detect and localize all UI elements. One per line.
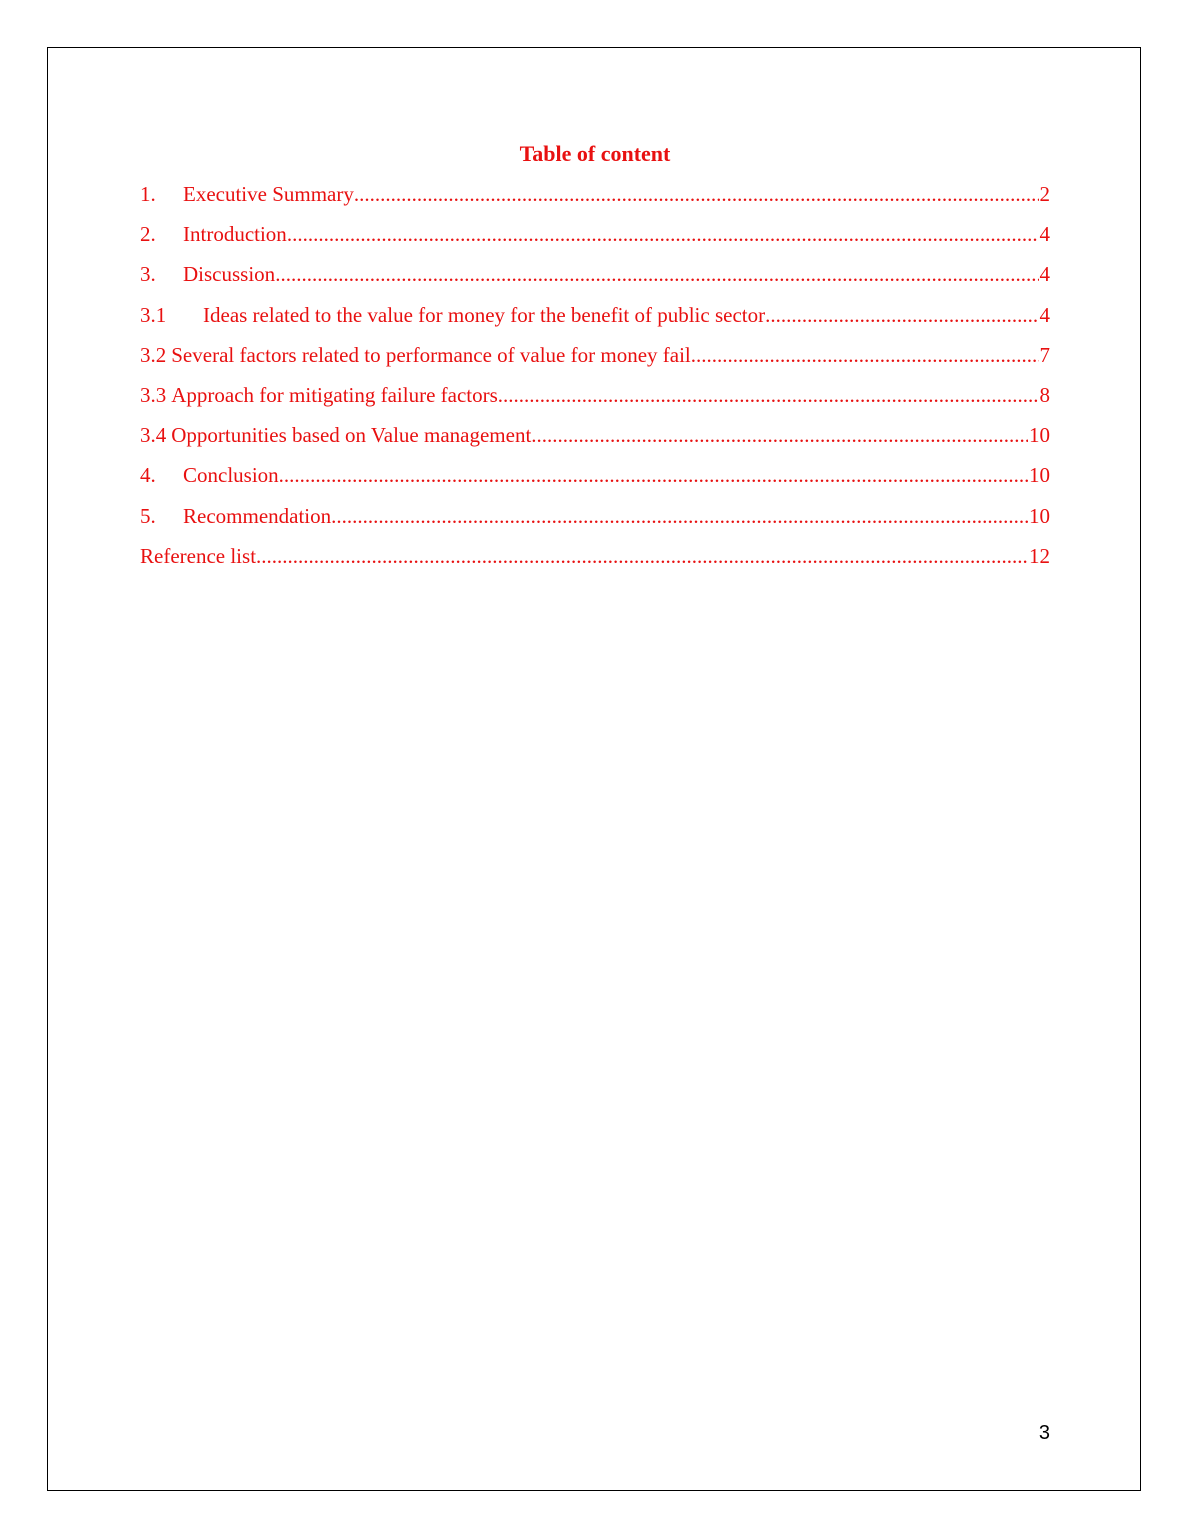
dot-leader	[531, 421, 1028, 449]
dot-leader	[275, 260, 1038, 288]
toc-entry-number: 3.3	[140, 382, 167, 407]
toc-entry-title: Executive Summary	[183, 182, 354, 206]
toc-entry-number: 3.	[140, 262, 156, 287]
toc-entry-number: 4.	[140, 463, 156, 488]
dot-leader	[279, 461, 1028, 489]
toc-entry-reference-list[interactable]	[140, 542, 1050, 582]
toc-entry-number: 5.	[140, 503, 156, 528]
toc-entry-failure-factors[interactable]	[140, 341, 1050, 381]
toc-entry-number: 1.	[140, 182, 156, 206]
toc-entry-page: 10	[1029, 463, 1050, 488]
toc-entry-mitigation-approach[interactable]	[140, 381, 1050, 421]
toc-entry-number: 3.1	[140, 302, 167, 327]
toc-entry-ideas-value-for-money[interactable]	[140, 301, 1050, 341]
toc-title: Table of content	[519, 141, 671, 166]
toc-entry-value-management[interactable]	[140, 421, 1050, 461]
dot-leader	[354, 180, 1039, 208]
toc-entry-number: 3.4	[140, 423, 167, 448]
table-of-contents	[140, 180, 1050, 582]
toc-entry-number: 3.2	[140, 342, 167, 367]
toc-entry-title: Conclusion	[183, 463, 279, 488]
toc-entry-number: 2.	[140, 222, 156, 247]
toc-entry-title: Introduction	[183, 222, 287, 247]
toc-entry-page: 10	[1029, 423, 1050, 448]
toc-entry-executive-summary[interactable]	[140, 180, 1050, 220]
toc-entry-page: 12	[1029, 543, 1050, 568]
dot-leader	[691, 341, 1039, 369]
toc-entry-page: 4	[1039, 222, 1050, 247]
toc-entry-page: 7	[1039, 342, 1050, 367]
toc-entry-conclusion[interactable]	[140, 461, 1050, 501]
dot-leader	[498, 381, 1039, 409]
toc-entry-page: 4	[1039, 302, 1050, 327]
toc-entry-discussion[interactable]	[140, 260, 1050, 300]
dot-leader	[765, 301, 1038, 329]
page-number: 3	[1038, 1422, 1050, 1444]
toc-entry-title: Several factors related to performance of value for money fail	[171, 342, 691, 367]
toc-entry-page: 2	[1039, 182, 1050, 206]
dot-leader	[256, 542, 1028, 570]
toc-entry-page: 4	[1039, 262, 1050, 287]
dot-leader	[287, 220, 1039, 248]
toc-entry-title: Reference list	[140, 543, 257, 568]
toc-entry-title: Discussion	[183, 262, 276, 287]
toc-entry-title: Ideas related to the value for money for the benefit of public sector	[203, 302, 766, 327]
toc-entry-page: 10	[1029, 503, 1050, 528]
toc-entry-title: Recommendation	[183, 503, 332, 528]
toc-entry-introduction[interactable]	[140, 220, 1050, 260]
toc-entry-recommendation[interactable]	[140, 502, 1050, 542]
toc-entry-title: Approach for mitigating failure factors	[171, 382, 498, 407]
toc-entry-title: Opportunities based on Value management	[171, 423, 532, 448]
toc-entry-page: 8	[1039, 382, 1050, 407]
dot-leader	[331, 502, 1028, 530]
